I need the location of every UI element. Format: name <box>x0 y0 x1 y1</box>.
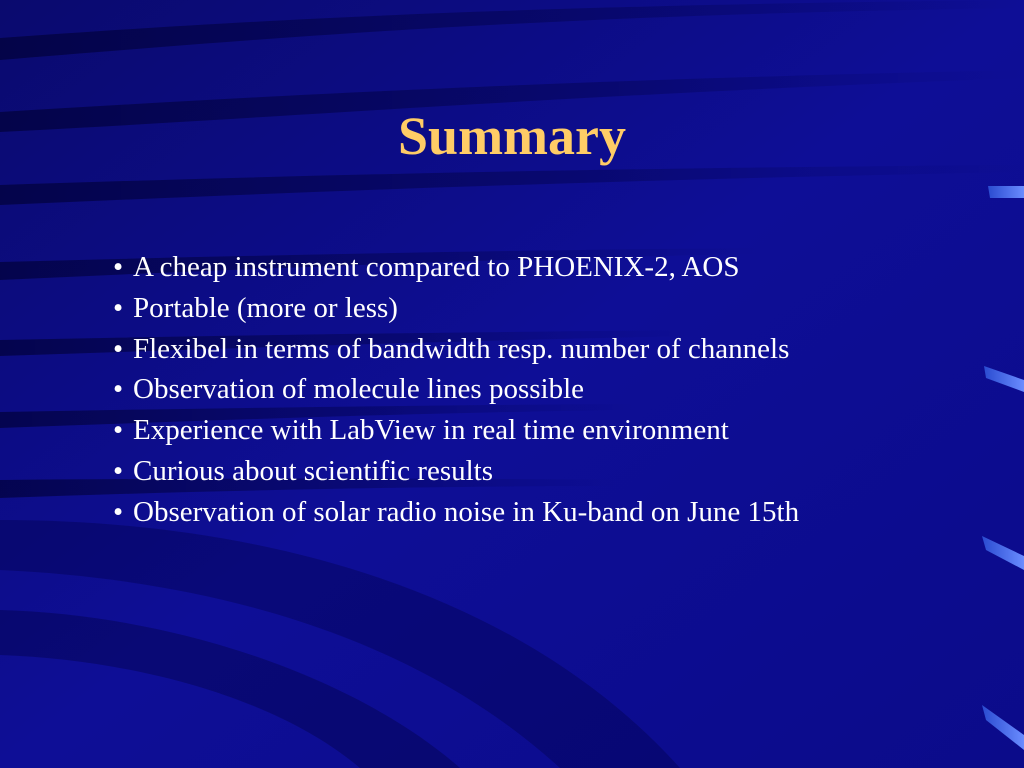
bullet-marker: • <box>113 373 124 406</box>
bullet-marker: • <box>113 251 124 283</box>
list-item <box>113 329 993 370</box>
bullet-text: A cheap instrument compared to PHOENIX-2, AOS <box>133 251 740 283</box>
bullet-text: Curious about scientific results <box>133 454 494 487</box>
list-item <box>113 451 993 492</box>
list-item <box>113 492 993 533</box>
slide-title: Summary <box>398 106 626 166</box>
list-item <box>113 410 993 451</box>
bullet-marker: • <box>113 291 124 324</box>
list-item <box>113 247 993 288</box>
list-item <box>113 369 993 410</box>
bullet-text: Flexibel in terms of bandwidth resp. number of channels <box>133 332 790 365</box>
bullet-text: Observation of molecule lines possible <box>133 373 585 406</box>
bullet-marker: • <box>113 414 124 447</box>
list-item <box>113 288 993 329</box>
bullet-text: Experience with LabView in real time environment <box>133 414 729 447</box>
bullet-list <box>113 247 993 533</box>
bullet-marker: • <box>113 332 124 365</box>
bullet-text: Portable (more or less) <box>133 291 398 324</box>
bullet-marker: • <box>113 495 124 528</box>
bullet-marker: • <box>113 454 124 487</box>
bullet-text: Observation of solar radio noise in Ku-band on June 15th <box>133 495 800 528</box>
